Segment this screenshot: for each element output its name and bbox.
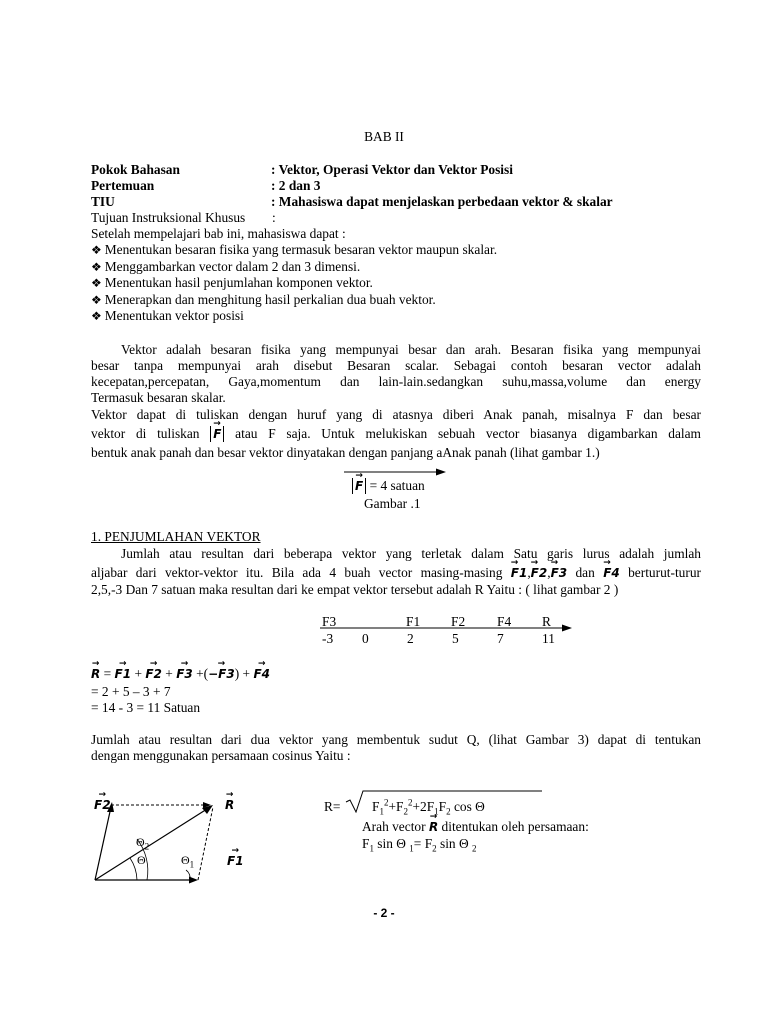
tik-label: Tujuan Instruksional Khusus xyxy=(91,210,246,225)
para1-line: kecepatan,percepatan, Gaya,momentum dan lain-lain.sedangkan suhu,massa,volume dan energy xyxy=(91,374,701,389)
section1-line: Jumlah atau resultan dari beberapa vektor yang terletak dalam Satu garis lurus adalah jumlah xyxy=(121,546,701,561)
info-label-tiu: TIU xyxy=(91,194,115,209)
numline-label-f2: F2 xyxy=(451,614,466,629)
numline-label-r: R xyxy=(542,614,551,629)
fig3-label-f2: → F2 xyxy=(94,797,111,814)
chapter-title: BAB II xyxy=(364,129,404,144)
figure1-caption: Gambar .1 xyxy=(364,496,421,511)
info-label-pertemuan: Pertemuan xyxy=(91,178,155,193)
para1-line: Vektor adalah besaran fisika yang mempunyai besar dan arah. Besaran fisika yang mempunyai xyxy=(121,342,701,357)
number-line-axis xyxy=(318,622,574,634)
vector-magnitude-symbol: → F xyxy=(210,426,224,442)
figure3-parallelogram xyxy=(85,790,265,890)
bullet-item: ❖ Menentukan besaran fisika yang termasuk besaran vektor maupun skalar. xyxy=(91,242,497,259)
numline-value: 5 xyxy=(452,631,459,646)
numline-label-f1: F1 xyxy=(406,614,421,629)
numline-value: -3 xyxy=(322,631,334,646)
bullet-item: ❖ Menentukan hasil penjumlahan komponen vektor. xyxy=(91,275,373,292)
para3-line: Jumlah atau resultan dari dua vektor yang membentuk sudut Q, (lihat Gambar 3) dapat di tentukan xyxy=(91,732,701,747)
page-number: - 2 - xyxy=(373,906,395,920)
bullet-item: ❖ Menggambarkan vector dalam 2 dan 3 dimensi. xyxy=(91,259,360,276)
fig3-label-f1: → F1 xyxy=(227,853,244,870)
numline-value: 0 xyxy=(362,631,369,646)
fig3-theta: Θ xyxy=(137,853,146,867)
info-label-pokok: Pokok Bahasan xyxy=(91,162,180,177)
numline-label-f4: F4 xyxy=(497,614,512,629)
para3-line: dengan menggunakan persamaan cosinus Yaitu : xyxy=(91,748,351,763)
formula-radicand: $F_1^2+F_2^2+2F_1F_2$ cos Θ xyxy=(372,797,485,817)
numline-value: 11 xyxy=(542,631,555,646)
info-value-pokok: : Vektor, Operasi Vektor dan Vektor Posisi xyxy=(271,162,513,177)
formula-r-eq: R= xyxy=(324,799,341,814)
para2-line: vektor di tuliskan → F atau F saja. Untuk melukiskan sebuah vector biasanya digambarkan dalam xyxy=(91,426,701,443)
para1-line: Termasuk besaran skalar. xyxy=(91,390,226,405)
fig3-theta1: $\Theta_1$ xyxy=(181,853,195,870)
bullet-item: ❖ Menerapkan dan menghitung hasil perkalian dua buah vektor. xyxy=(91,292,436,309)
fig3-theta2: $\Theta_2$ xyxy=(136,835,150,852)
numline-value: 2 xyxy=(407,631,414,646)
para2-line: Vektor dapat di tuliskan dengan huruf yang di atasnya diberi Anak panah, misalnya F dan besar xyxy=(91,407,701,422)
figure1-magnitude: → F = 4 satuan xyxy=(352,478,425,495)
resultant-equation: → R = → F1 + → F2 + → F3 +(→ −F3) + → F4 xyxy=(91,666,270,683)
fig3-label-r: → R xyxy=(225,797,234,814)
tik-colon: : xyxy=(272,210,276,225)
intro-text: Setelah mempelajari bab ini, mahasiswa dapat : xyxy=(91,226,346,241)
formula-arah: Arah vector → R ditentukan oleh persamaan: xyxy=(362,819,589,836)
para1-line: besar tanpa mempunyai arah disebut Besaran scalar. Sebagai contoh besaran vector adalah xyxy=(91,358,701,373)
info-value-pertemuan: : 2 dan 3 xyxy=(271,178,321,193)
equation-line2: = 2 + 5 – 3 + 7 xyxy=(91,684,171,699)
section-title: 1. PENJUMLAHAN VEKTOR xyxy=(91,529,261,544)
section1-line: aljabar dari vektor-vektor itu. Bila ada 4 buah vector masing-masing → F1,→ F2,→ F3 dan → F4 berturut-turur xyxy=(91,565,701,582)
bullet-item: ❖ Menentukan vektor posisi xyxy=(91,308,244,325)
info-value-tiu: : Mahasiswa dapat menjelaskan perbedaan vektor & skalar xyxy=(271,194,613,209)
section1-line: 2,5,-3 Dan 7 satuan maka resultan dari ke empat vektor tersebut adalah R Yaitu : ( lihat gambar 2 ) xyxy=(91,582,619,597)
para2-line: bentuk anak panah dan besar vektor dinyatakan dengan panjang aAnak panah (lihat gambar 1.) xyxy=(91,445,600,460)
numline-value: 7 xyxy=(497,631,504,646)
equation-line3: = 14 - 3 = 11 Satuan xyxy=(91,700,201,715)
formula-sine: $F_1$ sin Θ $_1= F_2$ sin Θ $_2$ xyxy=(362,836,477,854)
numline-label-f3: F3 xyxy=(322,614,337,629)
